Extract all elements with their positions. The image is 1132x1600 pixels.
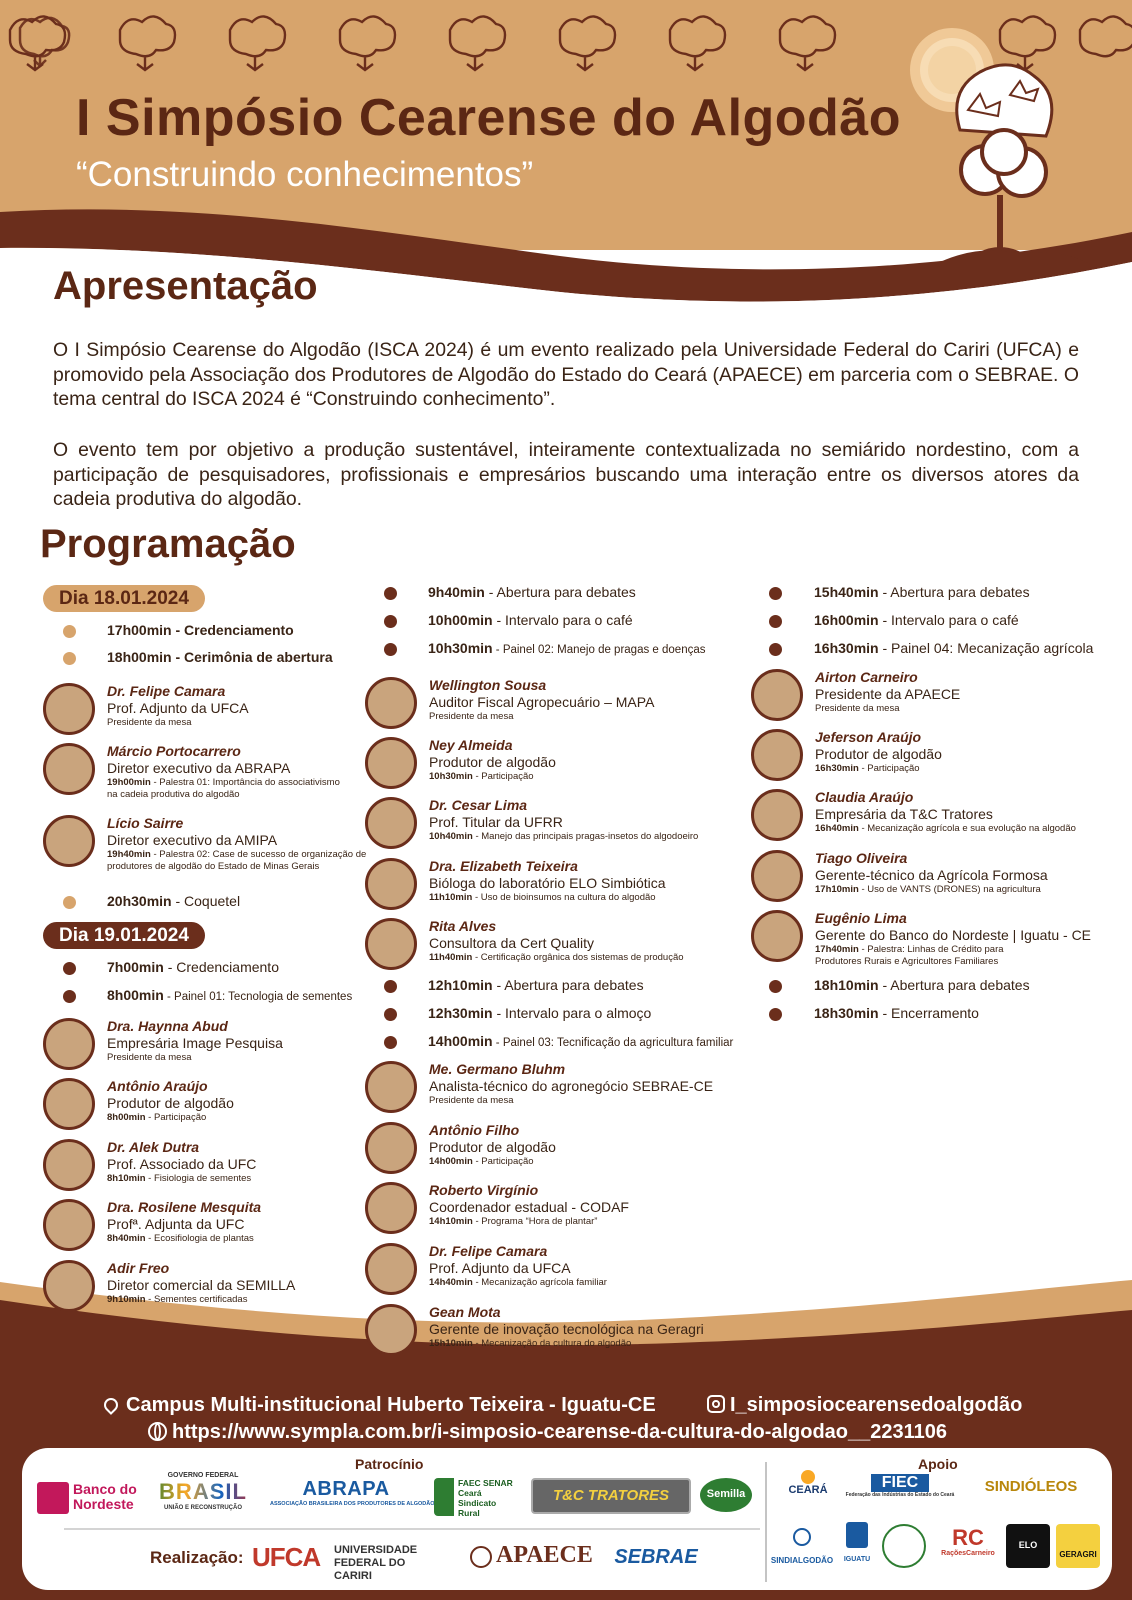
speaker-name: Jeferson Araújo <box>815 729 922 745</box>
speaker-name: Lício Sairre <box>107 815 184 831</box>
abrapa-sub: ASSOCIAÇÃO BRASILEIRA DOS PRODUTORES DE ALGODÃO <box>270 1501 435 1507</box>
bullet-dot <box>384 615 397 628</box>
speaker-time: 10h30min <box>429 771 473 782</box>
speaker-time: 15h10min <box>429 1338 473 1349</box>
speaker-name: Antônio Filho <box>429 1122 520 1138</box>
item-time: 9h40min <box>428 584 485 600</box>
item-desc: - Intervalo para o café <box>878 612 1019 628</box>
speaker-time: 19h00min <box>107 777 151 788</box>
bullet-dot <box>63 962 76 975</box>
bullet-dot <box>384 1036 397 1049</box>
faec-text: FAEC SENAR Ceará Sindicato Rural <box>458 1478 513 1518</box>
speaker-time: 8h40min <box>107 1233 146 1244</box>
speaker-name: Dr. Felipe Camara <box>429 1243 548 1259</box>
schedule-item <box>814 1005 979 1021</box>
avatar <box>43 1260 95 1312</box>
day-badge-2: Dia 19.01.2024 <box>43 922 205 949</box>
item-time: 7h00min <box>107 959 164 975</box>
speaker-name: Eugênio Lima <box>815 910 907 926</box>
speaker-note-text: Presidente da mesa <box>429 1095 514 1106</box>
speaker-time: 16h40min <box>815 823 859 834</box>
speaker-note <box>107 1173 251 1185</box>
schedule-item <box>428 1005 651 1021</box>
speaker-note-text: - Fisiologia de sementes <box>145 1173 252 1184</box>
speaker-note <box>429 771 534 783</box>
bullet-dot <box>769 587 782 600</box>
speaker-name: Rita Alves <box>429 918 497 934</box>
speaker-note <box>815 884 1041 896</box>
speaker-note-text: - Palestra: Linhas de Crédito para <box>858 944 1004 955</box>
bullet-dot <box>769 1008 782 1021</box>
speaker-note-text: - Mecanização agrícola familiar <box>472 1277 607 1288</box>
sindioleos-text: SINDIÓLEOS <box>984 1478 1078 1495</box>
item-desc: - Abertura para debates <box>492 977 644 993</box>
event-title: I Simpósio Cearense do Algodão <box>76 89 901 147</box>
bullet-dot <box>384 980 397 993</box>
speaker-role: Bióloga do laboratório ELO Simbiótica <box>429 875 666 891</box>
location-line <box>104 1394 656 1417</box>
fiec-text: FIEC <box>871 1474 929 1492</box>
speaker-time: 11h40min <box>429 952 473 963</box>
speaker-note-text: - Participação <box>145 1112 207 1123</box>
speaker-name: Márcio Portocarrero <box>107 743 241 759</box>
ceara-text: CEARÁ <box>788 1484 828 1496</box>
avatar <box>751 789 803 841</box>
racoes-carneiro-logo: RC RaçõesCarneiro <box>936 1526 1000 1568</box>
item-time: 20h30min <box>107 893 172 909</box>
item-time: 12h30min <box>428 1005 493 1021</box>
speaker-role: Diretor comercial da SEMILLA <box>107 1277 296 1293</box>
speaker-role: Prof. Adjunto da UFCA <box>107 700 249 716</box>
speaker-role: Produtor de algodão <box>429 754 556 770</box>
apaece-logo <box>470 1540 596 1574</box>
bullet-dot <box>63 625 76 638</box>
item-desc: - Encerramento <box>878 1005 979 1021</box>
day-badge-1: Dia 18.01.2024 <box>43 585 205 612</box>
item-time: 10h30min <box>428 640 493 656</box>
item-desc: - Credenciamento <box>163 959 279 975</box>
speaker-note-line-2: Produtores Rurais e Agricultores Familiares <box>815 956 999 967</box>
speaker-note <box>107 1052 192 1064</box>
brasil-sub: UNIÃO E RECONSTRUÇÃO <box>163 1505 242 1511</box>
speaker-note <box>815 944 1004 968</box>
speaker-note-text: - Palestra 02: Case de sucesso de organização de <box>150 849 367 860</box>
fiec-sub: Federação das Indústrias do Estado do Ceará <box>845 1492 955 1498</box>
speaker-time: 14h10min <box>429 1216 473 1227</box>
speaker-time: 14h40min <box>429 1277 473 1288</box>
item-time: 14h00min <box>428 1033 493 1049</box>
speaker-note <box>107 717 192 729</box>
bullet-dot <box>769 615 782 628</box>
item-time: 10h00min <box>428 612 493 628</box>
speaker-time: 10h40min <box>429 831 473 842</box>
speaker-name: Me. Germano Bluhm <box>429 1061 566 1077</box>
abrapa-text: ABRAPA <box>302 1478 390 1500</box>
speaker-note <box>429 1338 631 1350</box>
bnb-text: Banco do Nordeste <box>73 1481 137 1512</box>
speaker-note <box>107 849 366 873</box>
speaker-role: Analista-técnico do agronegócio SEBRAE-CE <box>429 1078 714 1094</box>
speaker-note-text: Presidente da mesa <box>107 717 192 728</box>
item-time: 18h00min - Cerimônia de abertura <box>107 649 333 665</box>
schedule-item <box>107 649 333 665</box>
ufca-mark: UFCA <box>252 1542 321 1572</box>
item-desc: - Intervalo para o almoço <box>492 1005 652 1021</box>
speaker-time: 17h10min <box>815 884 859 895</box>
speaker-note-line-2: na cadeia produtiva do algodão <box>107 789 240 800</box>
apresentacao-paragraph-1: O I Simpósio Cearense do Algodão (ISCA 2024) é um evento realizado pela Universidade Federal do Cariri (UFCA) e promovido pela Associação dos Produtores de Algodão do Estado do Ceará (APAECE) em parceria com o SEBRAE. O tema central do ISCA 2024 é “Construindo conhecimento”. <box>53 339 1079 410</box>
speaker-time: 11h10min <box>429 892 473 903</box>
iguatu-logo <box>840 1522 874 1572</box>
speaker-role: Diretor executivo da ABRAPA <box>107 760 291 776</box>
bullet-dot <box>769 643 782 656</box>
speaker-name: Dra. Rosilene Mesquita <box>107 1199 262 1215</box>
speaker-name: Wellington Sousa <box>429 677 547 693</box>
item-time: 18h10min <box>814 977 879 993</box>
speaker-name: Dra. Haynna Abud <box>107 1018 228 1034</box>
avatar <box>751 910 803 962</box>
avatar <box>365 1122 417 1174</box>
speaker-time: 8h00min <box>107 1112 146 1123</box>
speaker-role: Presidente da APAECE <box>815 686 961 702</box>
speaker-note-text: - Participação <box>858 763 920 774</box>
speaker-name: Adir Freo <box>107 1260 170 1276</box>
item-desc: - Intervalo para o café <box>492 612 633 628</box>
avatar <box>751 669 803 721</box>
schedule-item <box>814 977 1030 993</box>
item-desc: - Painel 03: Tecnificação da agricultura familiar <box>492 1037 734 1049</box>
speaker-name: Roberto Virgínio <box>429 1182 539 1198</box>
avatar <box>43 743 95 795</box>
schedule-item <box>107 893 240 909</box>
brasil-logo <box>150 1472 256 1520</box>
avatar <box>365 1304 417 1356</box>
elo-text: ELO <box>1018 1540 1038 1550</box>
speaker-note-text: - Sementes certificadas <box>145 1294 248 1305</box>
schedule-item <box>107 622 294 638</box>
schedule-item <box>428 584 636 600</box>
speaker-note <box>815 823 1076 835</box>
avatar <box>43 1139 95 1191</box>
schedule-item <box>107 987 352 1003</box>
apresentacao-paragraph-2: O evento tem por objetivo a produção sustentável, inteiramente contextualizada no semiárido nordestino, com a participação de pesquisadores, profissionais e empresários buscando uma interação entre os diversos atores da cadeia produtiva do algodão. <box>53 439 1079 510</box>
speaker-note-text: - Participação <box>472 771 534 782</box>
avatar <box>365 918 417 970</box>
item-desc: - Abertura para debates <box>484 584 636 600</box>
speaker-role: Produtor de algodão <box>107 1095 234 1111</box>
avatar <box>43 1018 95 1070</box>
avatar <box>43 1199 95 1251</box>
speaker-name: Airton Carneiro <box>815 669 918 685</box>
realizacao-label: Realização: <box>150 1548 244 1567</box>
speaker-note <box>107 1112 206 1124</box>
instagram-icon <box>707 1395 725 1413</box>
speaker-name: Dr. Cesar Lima <box>429 797 528 813</box>
speaker-note-text: - Uso de VANTS (DRONES) na agricultura <box>858 884 1041 895</box>
speaker-role: Prof. Associado da UFC <box>107 1156 257 1172</box>
speaker-note <box>815 703 900 715</box>
bullet-dot <box>384 587 397 600</box>
speaker-note <box>429 952 684 964</box>
avatar <box>365 677 417 729</box>
brasil-word: BRASIL <box>150 1479 256 1505</box>
schedule-item <box>428 1033 733 1049</box>
website-line[interactable] <box>148 1421 947 1444</box>
semilla-text: Semilla <box>706 1488 746 1500</box>
schedule-item <box>107 959 279 975</box>
avatar <box>365 858 417 910</box>
speaker-role: Gerente de inovação tecnológica na Geragri <box>429 1321 704 1337</box>
speaker-role: Empresária Image Pesquisa <box>107 1035 283 1051</box>
sebrae-logo <box>614 1538 698 1578</box>
speaker-role: Prof. Adjunto da UFCA <box>429 1260 571 1276</box>
speaker-note <box>429 1095 514 1107</box>
speaker-note <box>107 1233 254 1245</box>
item-time: 18h30min <box>814 1005 879 1021</box>
avatar <box>751 729 803 781</box>
sindialgodao-logo <box>770 1528 834 1572</box>
speaker-name: Claudia Araújo <box>815 789 914 805</box>
speaker-role: Produtor de algodão <box>429 1139 556 1155</box>
schedule-item <box>814 640 1093 656</box>
bullet-dot <box>384 1008 397 1021</box>
apoio-label: Apoio <box>918 1456 958 1472</box>
speaker-note <box>107 777 340 801</box>
speaker-note-text: - Participação <box>472 1156 534 1167</box>
speaker-time: 16h30min <box>815 763 859 774</box>
speaker-note-text: - Ecosifiologia de plantas <box>145 1233 254 1244</box>
speaker-note <box>429 711 514 723</box>
schedule-item <box>814 612 1019 628</box>
avatar <box>751 850 803 902</box>
speaker-note <box>429 1216 597 1228</box>
instagram-line[interactable] <box>707 1394 1022 1417</box>
fiec-logo <box>845 1474 955 1508</box>
speaker-note-text: Presidente da mesa <box>429 711 514 722</box>
abrapa-logo <box>270 1478 435 1518</box>
item-desc: - Painel 02: Manejo de pragas e doenças <box>492 644 706 656</box>
speaker-role: Gerente-técnico da Agrícola Formosa <box>815 867 1048 883</box>
speaker-role: Prof. Titular da UFRR <box>429 814 563 830</box>
ufca-logo <box>252 1540 428 1582</box>
item-time: 17h00min - Credenciamento <box>107 622 294 638</box>
item-time: 12h10min <box>428 977 493 993</box>
speaker-role: Gerente do Banco do Nordeste | Iguatu - CE <box>815 927 1092 943</box>
speaker-time: 19h40min <box>107 849 151 860</box>
speaker-time: 9h10min <box>107 1294 146 1305</box>
bullet-dot <box>63 896 76 909</box>
item-time: 16h00min <box>814 612 879 628</box>
speaker-note-text: - Certificação orgânica dos sistemas de produção <box>472 952 684 963</box>
speaker-note-text: - Programa “Hora de plantar” <box>472 1216 598 1227</box>
avatar <box>365 797 417 849</box>
speaker-note-text: - Manejo das principais pragas-insetos do algodoeiro <box>472 831 699 842</box>
apaece-text: APAECE <box>496 1542 593 1568</box>
geragri-text: GERAGRI <box>1059 1550 1097 1559</box>
sebrae-text: SEBRAE <box>614 1546 698 1568</box>
item-desc: - Painel 01: Tecnologia de sementes <box>163 991 353 1003</box>
speaker-note <box>429 1277 607 1289</box>
speaker-role: Empresária da T&C Tratores <box>815 806 993 822</box>
faec-senar-logo <box>434 1478 520 1516</box>
geragri-logo <box>1056 1524 1100 1568</box>
speaker-note <box>107 1294 247 1306</box>
location-pin-icon <box>101 1395 121 1415</box>
speaker-note-text: - Uso de bioinsumos na cultura do algodão <box>472 892 656 903</box>
tc-tratores-logo <box>531 1478 691 1514</box>
speaker-time: 8h10min <box>107 1173 146 1184</box>
speaker-note <box>429 1156 534 1168</box>
speaker-note <box>429 831 698 843</box>
avatar <box>43 815 95 867</box>
item-desc: - Abertura para debates <box>878 584 1030 600</box>
bullet-dot <box>63 990 76 1003</box>
avatar <box>365 737 417 789</box>
tc-text: T&C TRATORES <box>552 1487 670 1504</box>
speaker-name: Gean Mota <box>429 1304 501 1320</box>
iguatu-text: IGUATU <box>843 1556 871 1563</box>
speaker-note <box>815 763 920 775</box>
banco-do-nordeste-logo <box>37 1478 139 1518</box>
schedule-item <box>428 612 633 628</box>
avatar <box>43 1078 95 1130</box>
location-text: Campus Multi-institucional Huberto Teixeira - Iguatu-CE <box>126 1394 656 1416</box>
speaker-time: 17h40min <box>815 944 859 955</box>
racoes-text: RaçõesCarneiro <box>941 1550 995 1557</box>
programacao-heading: Programação <box>40 522 296 566</box>
website-url: https://www.sympla.com.br/i-simposio-cearense-da-cultura-do-algodao__2231106 <box>172 1421 948 1443</box>
speaker-role: Diretor executivo da AMIPA <box>107 832 278 848</box>
elo-logo <box>1006 1524 1050 1568</box>
speaker-name: Antônio Araújo <box>107 1078 208 1094</box>
item-desc: - Coquetel <box>171 893 241 909</box>
speaker-name: Ney Almeida <box>429 737 513 753</box>
avatar <box>365 1182 417 1234</box>
item-time: 16h30min <box>814 640 879 656</box>
speaker-name: Tiago Oliveira <box>815 850 908 866</box>
globe-icon <box>148 1422 167 1441</box>
item-desc: - Painel 04: Mecanização agrícola <box>878 640 1094 656</box>
instagram-handle: I_simposiocearensedoalgodão <box>730 1394 1023 1416</box>
speaker-role: Consultora da Cert Quality <box>429 935 594 951</box>
speaker-note-text: - Mecanização agrícola e sua evolução na algodão <box>858 823 1076 834</box>
speaker-role: Auditor Fiscal Agropecuário – MAPA <box>429 694 655 710</box>
speaker-name: Dra. Elizabeth Teixeira <box>429 858 578 874</box>
speaker-note-line-2: produtores de algodão do Estado de Minas Gerais <box>107 861 320 872</box>
semilla-logo <box>700 1478 752 1512</box>
event-subtitle: “Construindo conhecimentos” <box>76 155 534 194</box>
schedule-item <box>814 584 1030 600</box>
patrocinio-label: Patrocínio <box>355 1456 424 1472</box>
speaker-note-text: Presidente da mesa <box>107 1052 192 1063</box>
brasil-top: GOVERNO FEDERAL <box>167 1472 239 1479</box>
speaker-note-text: - Palestra 01: Importância do associativismo <box>150 777 340 788</box>
item-time: 8h00min <box>107 987 164 1003</box>
speaker-name: Dr. Alek Dutra <box>107 1139 200 1155</box>
sindialgodao-text: SINDIALGODÃO <box>770 1556 834 1565</box>
speaker-time: 14h00min <box>429 1156 473 1167</box>
speaker-role: Coordenador estadual - CODAF <box>429 1199 629 1215</box>
speaker-note <box>429 892 656 904</box>
sindioleos-logo <box>975 1478 1087 1508</box>
schedule-item <box>428 640 705 656</box>
speaker-name: Dr. Felipe Camara <box>107 683 226 699</box>
item-time: 15h40min <box>814 584 879 600</box>
schedule-item <box>428 977 644 993</box>
bullet-dot <box>384 643 397 656</box>
item-desc: - Abertura para debates <box>878 977 1030 993</box>
ufca-name: UNIVERSIDADE FEDERAL DO CARIRI <box>334 1544 418 1582</box>
bullet-dot <box>769 980 782 993</box>
speaker-role: Produtor de algodão <box>815 746 942 762</box>
avatar <box>365 1243 417 1295</box>
seal-logo <box>882 1524 926 1568</box>
speaker-role: Profª. Adjunta da UFC <box>107 1216 245 1232</box>
avatar <box>43 683 95 735</box>
bullet-dot <box>63 652 76 665</box>
speaker-note-text: Presidente da mesa <box>815 703 900 714</box>
apresentacao-heading: Apresentação <box>53 264 318 308</box>
speaker-note-text: - Mecanização da cultura do algodão <box>472 1338 632 1349</box>
ceara-logo <box>780 1470 836 1510</box>
avatar <box>365 1061 417 1113</box>
